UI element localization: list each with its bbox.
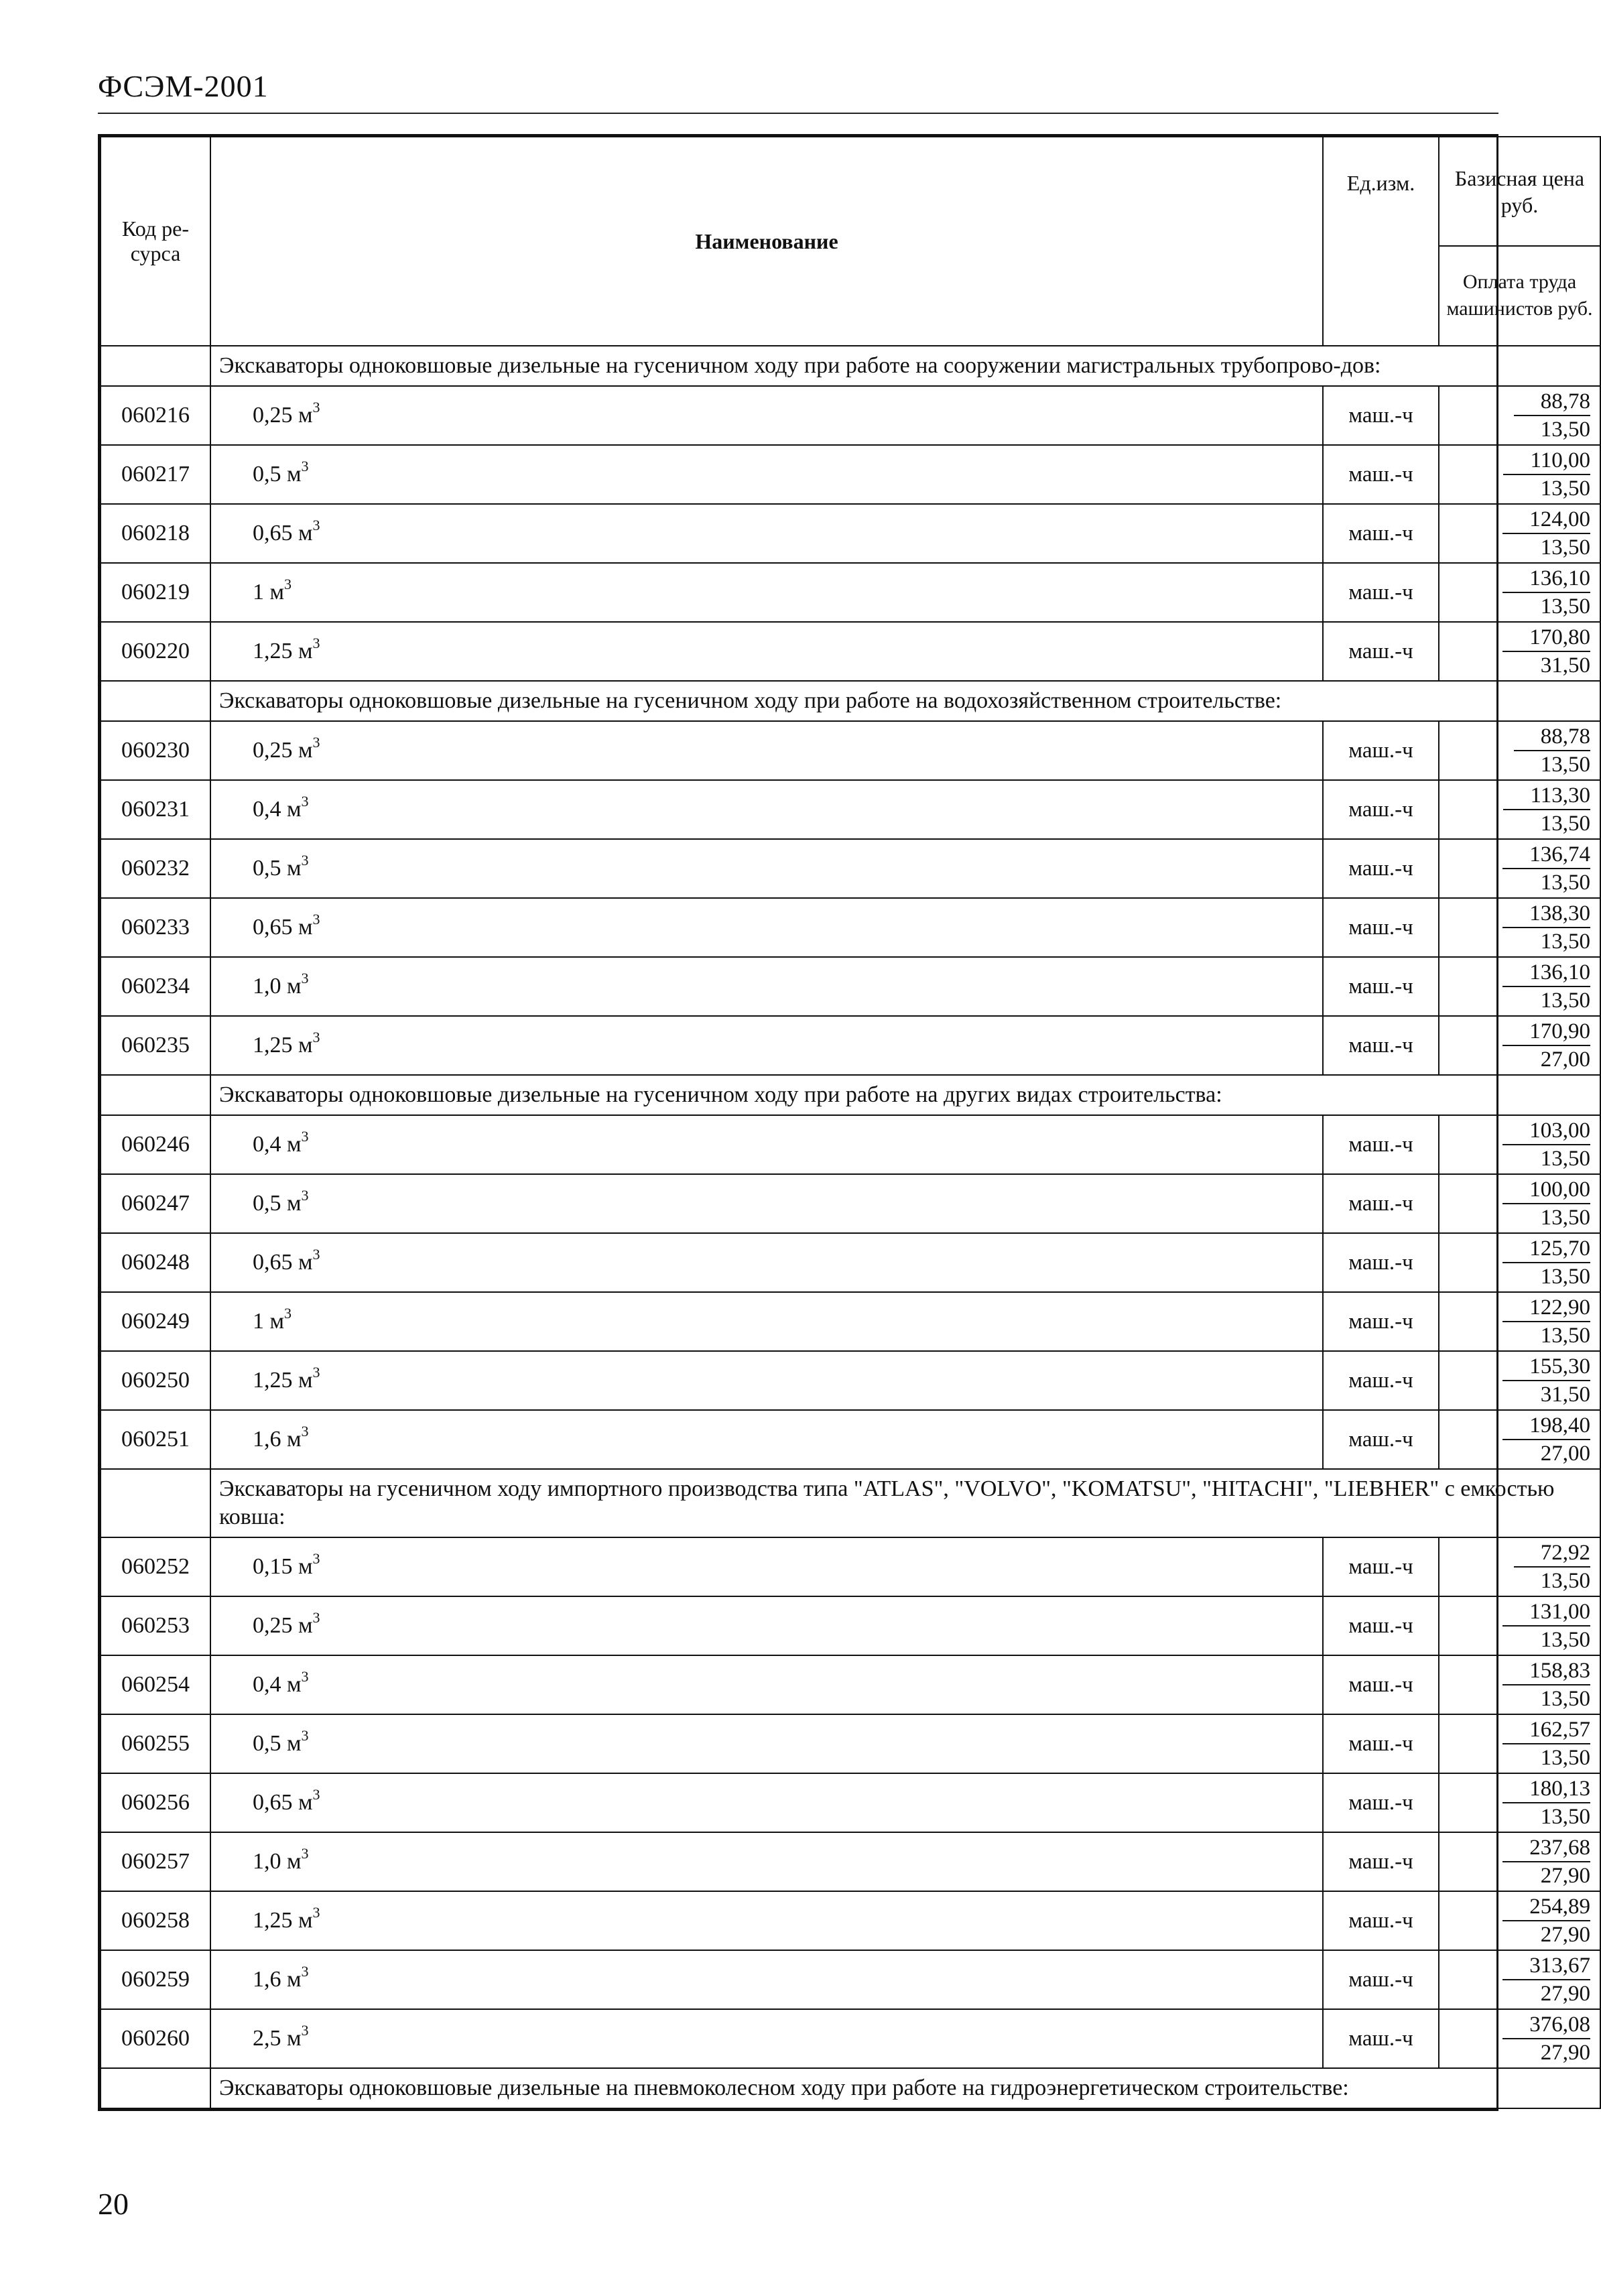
operator-wage: 13,50 — [1540, 1147, 1590, 1171]
price-cell — [1439, 1115, 1600, 1174]
operator-wage: 31,50 — [1540, 653, 1590, 678]
section-title: Экскаваторы одноковшовые дизельные на пневмоколесном ходу при работе на гидроэнергетическом строительстве: — [210, 2068, 1600, 2108]
resource-name-text: 0,25 м — [253, 738, 313, 763]
table-row — [101, 1714, 1600, 1773]
price-cell — [1439, 1351, 1600, 1410]
operator-wage: 13,50 — [1540, 476, 1590, 501]
resource-table-sheet — [98, 134, 1593, 2111]
operator-wage: 13,50 — [1540, 535, 1590, 560]
cubic-superscript: 3 — [312, 911, 320, 928]
resource-name-text: 0,25 м — [253, 1613, 313, 1638]
price-cell — [1439, 780, 1600, 839]
operator-wage: 13,50 — [1540, 418, 1590, 442]
price-cell — [1439, 1410, 1600, 1469]
resource-name-text: 0,5 м — [253, 462, 302, 487]
section-heading-row — [101, 2068, 1600, 2108]
resource-code: 060233 — [101, 898, 210, 957]
price-cell — [1439, 622, 1600, 681]
section-code-spacer — [101, 1469, 210, 1537]
resource-code: 060248 — [101, 1233, 210, 1292]
resource-name — [210, 1714, 1323, 1773]
cubic-superscript: 3 — [301, 1668, 309, 1685]
resource-name — [210, 1115, 1323, 1174]
resource-name-text: 0,65 м — [253, 521, 313, 546]
price-cell — [1439, 1233, 1600, 1292]
table-row — [101, 1174, 1600, 1233]
header-name: Наименование — [210, 137, 1323, 346]
resource-name-text: 1,25 м — [253, 639, 313, 663]
header-base-price: Базисная цена руб. — [1439, 138, 1600, 247]
resource-name — [210, 1596, 1323, 1655]
base-price: 88,78 — [1514, 723, 1590, 751]
base-price: 100,00 — [1502, 1176, 1590, 1204]
resource-name-text: 0,5 м — [253, 1191, 302, 1216]
cubic-superscript: 3 — [301, 1423, 309, 1440]
resource-code: 060246 — [101, 1115, 210, 1174]
cubic-superscript: 3 — [284, 576, 292, 592]
table-row — [101, 1950, 1600, 2009]
base-price: 124,00 — [1502, 506, 1590, 534]
resource-name — [210, 386, 1323, 445]
section-title: Экскаваторы на гусеничном ходу импортного производства типа "ATLAS", "VOLVO", "KOMATSU", "HITACHI", "LIEBHER" с емкостью ковша: — [210, 1469, 1600, 1537]
unit-of-measure: маш.-ч — [1323, 622, 1439, 681]
cubic-superscript: 3 — [301, 1128, 309, 1145]
cubic-superscript: 3 — [312, 1609, 320, 1626]
table-row — [101, 1233, 1600, 1292]
base-price: 103,00 — [1502, 1117, 1590, 1145]
table-row — [101, 1596, 1600, 1655]
resource-name — [210, 839, 1323, 898]
resource-name — [210, 622, 1323, 681]
unit-of-measure: маш.-ч — [1323, 1410, 1439, 1469]
operator-wage: 13,50 — [1540, 871, 1590, 895]
unit-of-measure: маш.-ч — [1323, 721, 1439, 780]
unit-of-measure: маш.-ч — [1323, 2009, 1439, 2068]
table-row — [101, 780, 1600, 839]
base-price: 136,74 — [1502, 841, 1590, 869]
price-cell — [1439, 563, 1600, 622]
section-title: Экскаваторы одноковшовые дизельные на гусеничном ходу при работе на других видах строительства: — [210, 1075, 1600, 1115]
cubic-superscript: 3 — [312, 399, 320, 416]
price-cell — [1439, 1832, 1600, 1891]
cubic-superscript: 3 — [312, 1550, 320, 1567]
resource-name-text: 0,4 м — [253, 1132, 302, 1157]
resource-code: 060251 — [101, 1410, 210, 1469]
table-row — [101, 839, 1600, 898]
base-price: 158,83 — [1502, 1657, 1590, 1685]
price-cell — [1439, 1714, 1600, 1773]
resource-code: 060253 — [101, 1596, 210, 1655]
base-price: 254,89 — [1502, 1893, 1590, 1921]
cubic-superscript: 3 — [301, 793, 309, 810]
header-unit: Ед.изм. — [1323, 137, 1439, 346]
table-row — [101, 1832, 1600, 1891]
base-price: 237,68 — [1502, 1834, 1590, 1862]
base-price: 376,08 — [1502, 2011, 1590, 2039]
table-row — [101, 445, 1600, 504]
price-cell — [1439, 898, 1600, 957]
price-cell — [1439, 1016, 1600, 1075]
base-price: 72,92 — [1514, 1539, 1590, 1568]
resource-code: 060216 — [101, 386, 210, 445]
unit-of-measure: маш.-ч — [1323, 1950, 1439, 2009]
table-row — [101, 1410, 1600, 1469]
operator-wage: 13,50 — [1540, 812, 1590, 836]
cubic-superscript: 3 — [301, 1187, 309, 1204]
operator-wage: 27,90 — [1540, 2041, 1590, 2065]
base-price: 138,30 — [1502, 900, 1590, 928]
unit-of-measure: маш.-ч — [1323, 1596, 1439, 1655]
resource-name — [210, 1537, 1323, 1596]
base-price: 125,70 — [1502, 1235, 1590, 1263]
resource-name-text: 1,25 м — [253, 1368, 313, 1393]
header-price — [1439, 137, 1600, 346]
price-cell — [1439, 1537, 1600, 1596]
operator-wage: 13,50 — [1540, 594, 1590, 619]
operator-wage: 13,50 — [1540, 753, 1590, 777]
unit-of-measure: маш.-ч — [1323, 1537, 1439, 1596]
header-code: Код ре-сурса — [101, 137, 210, 346]
base-price: 113,30 — [1503, 782, 1590, 810]
operator-wage: 13,50 — [1540, 1687, 1590, 1711]
resource-name-text: 1,25 м — [253, 1033, 313, 1058]
price-cell — [1439, 957, 1600, 1016]
resource-name-text: 0,65 м — [253, 915, 313, 940]
table-row — [101, 898, 1600, 957]
section-heading-row — [101, 1075, 1600, 1115]
resource-code: 060218 — [101, 504, 210, 563]
resource-name-text: 1,6 м — [253, 1967, 302, 1992]
price-cell — [1439, 1950, 1600, 2009]
operator-wage: 13,50 — [1540, 1746, 1590, 1770]
resource-code: 060232 — [101, 839, 210, 898]
resource-table — [100, 136, 1601, 2109]
cubic-superscript: 3 — [312, 1904, 320, 1921]
price-cell — [1439, 445, 1600, 504]
resource-code: 060260 — [101, 2009, 210, 2068]
price-cell — [1439, 1655, 1600, 1714]
table-row — [101, 957, 1600, 1016]
section-heading-row — [101, 346, 1600, 386]
price-cell — [1439, 1891, 1600, 1950]
resource-name — [210, 1891, 1323, 1950]
cubic-superscript: 3 — [312, 1364, 320, 1381]
unit-of-measure: маш.-ч — [1323, 1174, 1439, 1233]
resource-name-text: 1,6 м — [253, 1427, 302, 1452]
price-cell — [1439, 721, 1600, 780]
resource-code: 060235 — [101, 1016, 210, 1075]
resource-code: 060259 — [101, 1950, 210, 2009]
resource-code: 060234 — [101, 957, 210, 1016]
resource-name — [210, 1292, 1323, 1351]
cubic-superscript: 3 — [301, 852, 309, 869]
resource-code: 060257 — [101, 1832, 210, 1891]
resource-name — [210, 721, 1323, 780]
resource-name-text: 0,25 м — [253, 403, 313, 428]
resource-name — [210, 1016, 1323, 1075]
section-title: Экскаваторы одноковшовые дизельные на гусеничном ходу при работе на сооружении магистральных трубопрово-дов: — [210, 346, 1600, 386]
resource-name-text: 0,4 м — [253, 1672, 302, 1697]
document-title: ФСЭМ-2001 — [98, 69, 269, 103]
resource-code: 060247 — [101, 1174, 210, 1233]
resource-code: 060231 — [101, 780, 210, 839]
cubic-superscript: 3 — [301, 1845, 309, 1862]
resource-name-text: 1,0 м — [253, 1849, 302, 1874]
operator-wage: 13,50 — [1540, 1628, 1590, 1652]
resource-code: 060255 — [101, 1714, 210, 1773]
unit-of-measure: маш.-ч — [1323, 898, 1439, 957]
unit-of-measure: маш.-ч — [1323, 957, 1439, 1016]
cubic-superscript: 3 — [301, 1727, 309, 1744]
table-row — [101, 1351, 1600, 1410]
operator-wage: 13,50 — [1540, 1206, 1590, 1230]
resource-code: 060220 — [101, 622, 210, 681]
resource-name — [210, 1233, 1323, 1292]
table-row — [101, 721, 1600, 780]
base-price: 110,00 — [1503, 447, 1590, 475]
unit-of-measure: маш.-ч — [1323, 1115, 1439, 1174]
resource-name-text: 0,5 м — [253, 856, 302, 881]
resource-name — [210, 1773, 1323, 1832]
unit-of-measure: маш.-ч — [1323, 1773, 1439, 1832]
resource-name-text: 1 м — [253, 580, 285, 604]
resource-code: 060254 — [101, 1655, 210, 1714]
unit-of-measure: маш.-ч — [1323, 563, 1439, 622]
unit-of-measure: маш.-ч — [1323, 780, 1439, 839]
price-cell — [1439, 839, 1600, 898]
base-price: 170,90 — [1502, 1018, 1590, 1046]
cubic-superscript: 3 — [312, 1786, 320, 1803]
resource-code: 060252 — [101, 1537, 210, 1596]
operator-wage: 13,50 — [1540, 1569, 1590, 1593]
price-cell — [1439, 1773, 1600, 1832]
base-price: 88,78 — [1514, 388, 1590, 416]
resource-name-text: 0,65 м — [253, 1250, 313, 1275]
base-price: 313,67 — [1502, 1952, 1590, 1980]
base-price: 155,30 — [1502, 1353, 1590, 1381]
resource-name — [210, 780, 1323, 839]
price-cell — [1439, 386, 1600, 445]
operator-wage: 13,50 — [1540, 1805, 1590, 1829]
operator-wage: 27,00 — [1540, 1442, 1590, 1466]
resource-code: 060258 — [101, 1891, 210, 1950]
cubic-superscript: 3 — [312, 734, 320, 751]
price-cell — [1439, 1292, 1600, 1351]
resource-name — [210, 445, 1323, 504]
resource-code: 060217 — [101, 445, 210, 504]
base-price: 162,57 — [1502, 1716, 1590, 1744]
table-row — [101, 2009, 1600, 2068]
table-row — [101, 563, 1600, 622]
resource-name-text: 0,65 м — [253, 1790, 313, 1815]
table-row — [101, 1891, 1600, 1950]
resource-name — [210, 563, 1323, 622]
cubic-superscript: 3 — [312, 1029, 320, 1045]
unit-of-measure: маш.-ч — [1323, 1891, 1439, 1950]
resource-name-text: 1,0 м — [253, 974, 302, 999]
resource-name — [210, 1174, 1323, 1233]
operator-wage: 13,50 — [1540, 1265, 1590, 1289]
operator-wage: 27,90 — [1540, 1982, 1590, 2006]
table-row — [101, 1292, 1600, 1351]
section-code-spacer — [101, 1075, 210, 1115]
unit-of-measure: маш.-ч — [1323, 445, 1439, 504]
resource-code: 060256 — [101, 1773, 210, 1832]
resource-name — [210, 1950, 1323, 2009]
operator-wage: 27,00 — [1540, 1047, 1590, 1072]
price-cell — [1439, 1174, 1600, 1233]
table-row — [101, 1537, 1600, 1596]
table-row — [101, 1016, 1600, 1075]
operator-wage: 13,50 — [1540, 1324, 1590, 1348]
price-cell — [1439, 1596, 1600, 1655]
resource-code: 060230 — [101, 721, 210, 780]
unit-of-measure: маш.-ч — [1323, 1655, 1439, 1714]
unit-of-measure: маш.-ч — [1323, 1233, 1439, 1292]
unit-of-measure: маш.-ч — [1323, 839, 1439, 898]
title-rule — [98, 113, 1498, 114]
page-number: 20 — [98, 2187, 129, 2221]
resource-name — [210, 1410, 1323, 1469]
resource-name-text: 0,4 м — [253, 797, 302, 822]
resource-name-text: 0,15 м — [253, 1554, 313, 1579]
section-code-spacer — [101, 346, 210, 386]
cubic-superscript: 3 — [301, 2022, 309, 2039]
table-row — [101, 1655, 1600, 1714]
resource-name — [210, 1832, 1323, 1891]
resource-name-text: 1 м — [253, 1309, 285, 1334]
resource-name — [210, 898, 1323, 957]
base-price: 122,90 — [1502, 1294, 1590, 1322]
price-cell — [1439, 504, 1600, 563]
table-row — [101, 386, 1600, 445]
cubic-superscript: 3 — [301, 1963, 309, 1980]
base-price: 180,13 — [1502, 1775, 1590, 1803]
resource-code: 060249 — [101, 1292, 210, 1351]
operator-wage: 27,90 — [1540, 1864, 1590, 1888]
section-title: Экскаваторы одноковшовые дизельные на гусеничном ходу при работе на водохозяйственном строительстве: — [210, 681, 1600, 721]
cubic-superscript: 3 — [312, 1246, 320, 1263]
unit-of-measure: маш.-ч — [1323, 386, 1439, 445]
unit-of-measure: маш.-ч — [1323, 1292, 1439, 1351]
resource-name — [210, 957, 1323, 1016]
resource-name — [210, 504, 1323, 563]
table-row — [101, 1115, 1600, 1174]
resource-code: 060250 — [101, 1351, 210, 1410]
cubic-superscript: 3 — [312, 635, 320, 651]
unit-of-measure: маш.-ч — [1323, 1016, 1439, 1075]
table-row — [101, 622, 1600, 681]
section-heading-row — [101, 681, 1600, 721]
resource-code: 060219 — [101, 563, 210, 622]
section-code-spacer — [101, 2068, 210, 2108]
resource-name — [210, 2009, 1323, 2068]
table-row — [101, 504, 1600, 563]
base-price: 131,00 — [1502, 1598, 1590, 1627]
resource-name-text: 1,25 м — [253, 1908, 313, 1933]
cubic-superscript: 3 — [301, 970, 309, 986]
base-price: 136,10 — [1502, 565, 1590, 593]
operator-wage: 13,50 — [1540, 988, 1590, 1013]
cubic-superscript: 3 — [312, 517, 320, 533]
base-price: 136,10 — [1502, 959, 1590, 987]
operator-wage: 13,50 — [1540, 930, 1590, 954]
section-heading-row — [101, 1469, 1600, 1537]
resource-name — [210, 1655, 1323, 1714]
section-code-spacer — [101, 681, 210, 721]
resource-name — [210, 1351, 1323, 1410]
table-header-row — [101, 137, 1600, 346]
base-price: 198,40 — [1502, 1412, 1590, 1440]
resource-name-text: 2,5 м — [253, 2026, 302, 2051]
table-row — [101, 1773, 1600, 1832]
unit-of-measure: маш.-ч — [1323, 504, 1439, 563]
resource-name-text: 0,5 м — [253, 1731, 302, 1756]
unit-of-measure: маш.-ч — [1323, 1351, 1439, 1410]
base-price: 170,80 — [1502, 624, 1590, 652]
price-cell — [1439, 2009, 1600, 2068]
cubic-superscript: 3 — [284, 1305, 292, 1322]
operator-wage: 27,90 — [1540, 1923, 1590, 1947]
header-wage: Оплата труда машинистов руб. — [1446, 271, 1593, 320]
unit-of-measure: маш.-ч — [1323, 1832, 1439, 1891]
unit-of-measure: маш.-ч — [1323, 1714, 1439, 1773]
cubic-superscript: 3 — [301, 458, 309, 474]
operator-wage: 31,50 — [1540, 1383, 1590, 1407]
